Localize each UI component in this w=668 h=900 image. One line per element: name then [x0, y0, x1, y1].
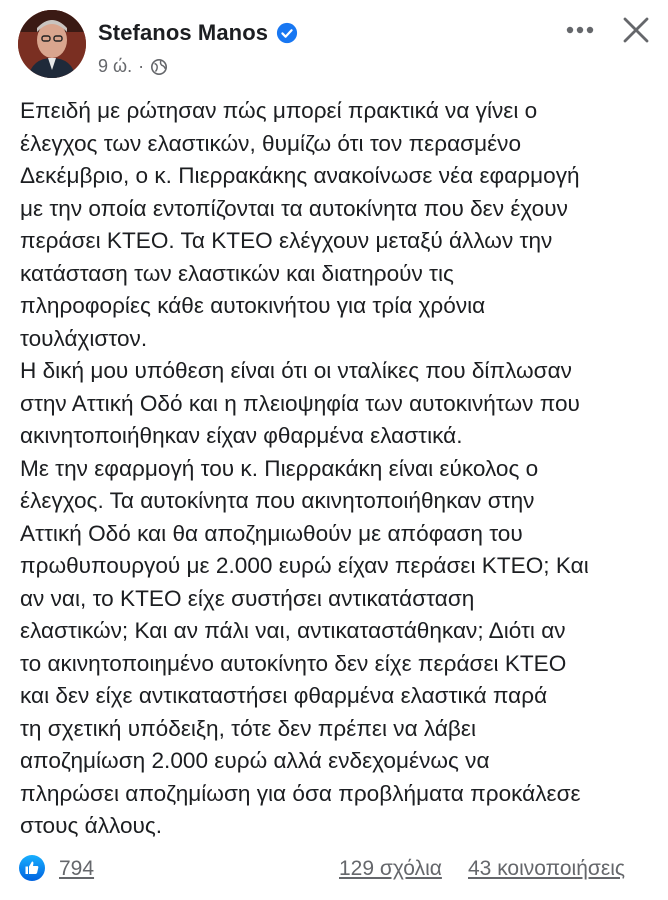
post-text-line: ακινητοποιήθηκαν είχαν φθαρμένα ελαστικά. — [20, 423, 463, 448]
post-text-line: Επειδή με ρώτησαν πώς μπορεί πρακτικά να γίνει ο — [20, 98, 538, 123]
post-text-line: Δεκέμβριο, ο κ. Πιερρακάκης ανακοίνωσε νέα εφαρμογή — [20, 163, 580, 188]
post-text-line: ελαστικών; Και αν πάλι ναι, αντικαταστάθηκαν; Διότι αν — [20, 618, 566, 643]
close-icon[interactable] — [616, 10, 656, 50]
post-text-line: έλεγχος. Τα αυτοκίνητα που ακινητοποιήθηκαν στην — [20, 488, 535, 513]
post-text-line: με την οποία εντοπίζονται τα αυτοκίνητα που δεν έχουν — [20, 195, 568, 221]
author-name[interactable]: Stefanos Manos — [98, 20, 269, 45]
like-count[interactable]: 794 — [59, 857, 95, 880]
globe-icon — [150, 58, 168, 76]
verified-badge-icon — [276, 22, 298, 44]
post-text-line: το ακινητοποιημένο αυτοκίνητο δεν είχε περάσει ΚΤΕΟ — [20, 650, 567, 676]
post-meta — [98, 56, 168, 77]
post-footer — [0, 848, 668, 892]
comments-link[interactable]: 129 σχόλια — [339, 857, 442, 880]
post-text-line: τουλάχιστον. — [20, 325, 148, 351]
meta-separator: · — [138, 56, 145, 76]
post-text-line: στους άλλους. — [20, 813, 163, 838]
post-text-line: πληρώσει αποζημίωση για όσα προβλήματα προκάλεσε — [20, 780, 581, 806]
author-row — [98, 20, 298, 46]
post-text-line: Η δική μου υπόθεση είναι ότι οι νταλίκες που δίπλωσαν — [20, 358, 572, 383]
avatar[interactable] — [18, 10, 86, 78]
post-header — [0, 0, 668, 96]
post-text-line: πληροφορίες κάθε αυτοκινήτου για τρία χρόνια — [20, 293, 486, 318]
post-text-line: στην Αττική Οδό και η πλειοψηφία των αυτοκινήτων που — [20, 390, 580, 416]
post-text-line: τη σχετική υπόδειξη, τότε δεν πρέπει να λάβει — [20, 715, 477, 741]
avatar-image — [18, 10, 86, 78]
post-text-line: και δεν είχε αντικαταστήσει φθαρμένα ελαστικά παρά — [20, 683, 548, 708]
post-text-line: περάσει ΚΤΕΟ. Τα ΚΤΕΟ ελέγχουν μεταξύ άλλων την — [20, 228, 553, 253]
post-text-line: πρωθυπουργού με 2.000 ευρώ είχαν περάσει ΚΤΕΟ; Και — [20, 553, 589, 578]
post-body — [20, 95, 650, 843]
shares-link[interactable]: 43 κοινοποιήσεις — [468, 857, 625, 880]
like-thumb-icon[interactable] — [18, 854, 46, 882]
post-text-line: αποζημίωση 2.000 ευρώ αλλά ενδεχομένως να — [20, 748, 490, 773]
more-options-icon[interactable] — [560, 14, 600, 46]
post-timestamp[interactable]: 9 ώ. — [98, 56, 133, 76]
post-text-line: κατάσταση των ελαστικών και διατηρούν τις — [20, 260, 454, 286]
post-text-line: αν ναι, το ΚΤΕΟ είχε συστήσει αντικατάσταση — [20, 585, 475, 611]
post-text-line: Με την εφαρμογή του κ. Πιερρακάκη είναι εύκολος ο — [20, 455, 539, 481]
post-text-line: Αττική Οδό και θα αποζημιωθούν με απόφαση του — [20, 520, 523, 546]
post-text-line: έλεγχος των ελαστικών, θυμίζω ότι τον περασμένο — [20, 130, 522, 156]
